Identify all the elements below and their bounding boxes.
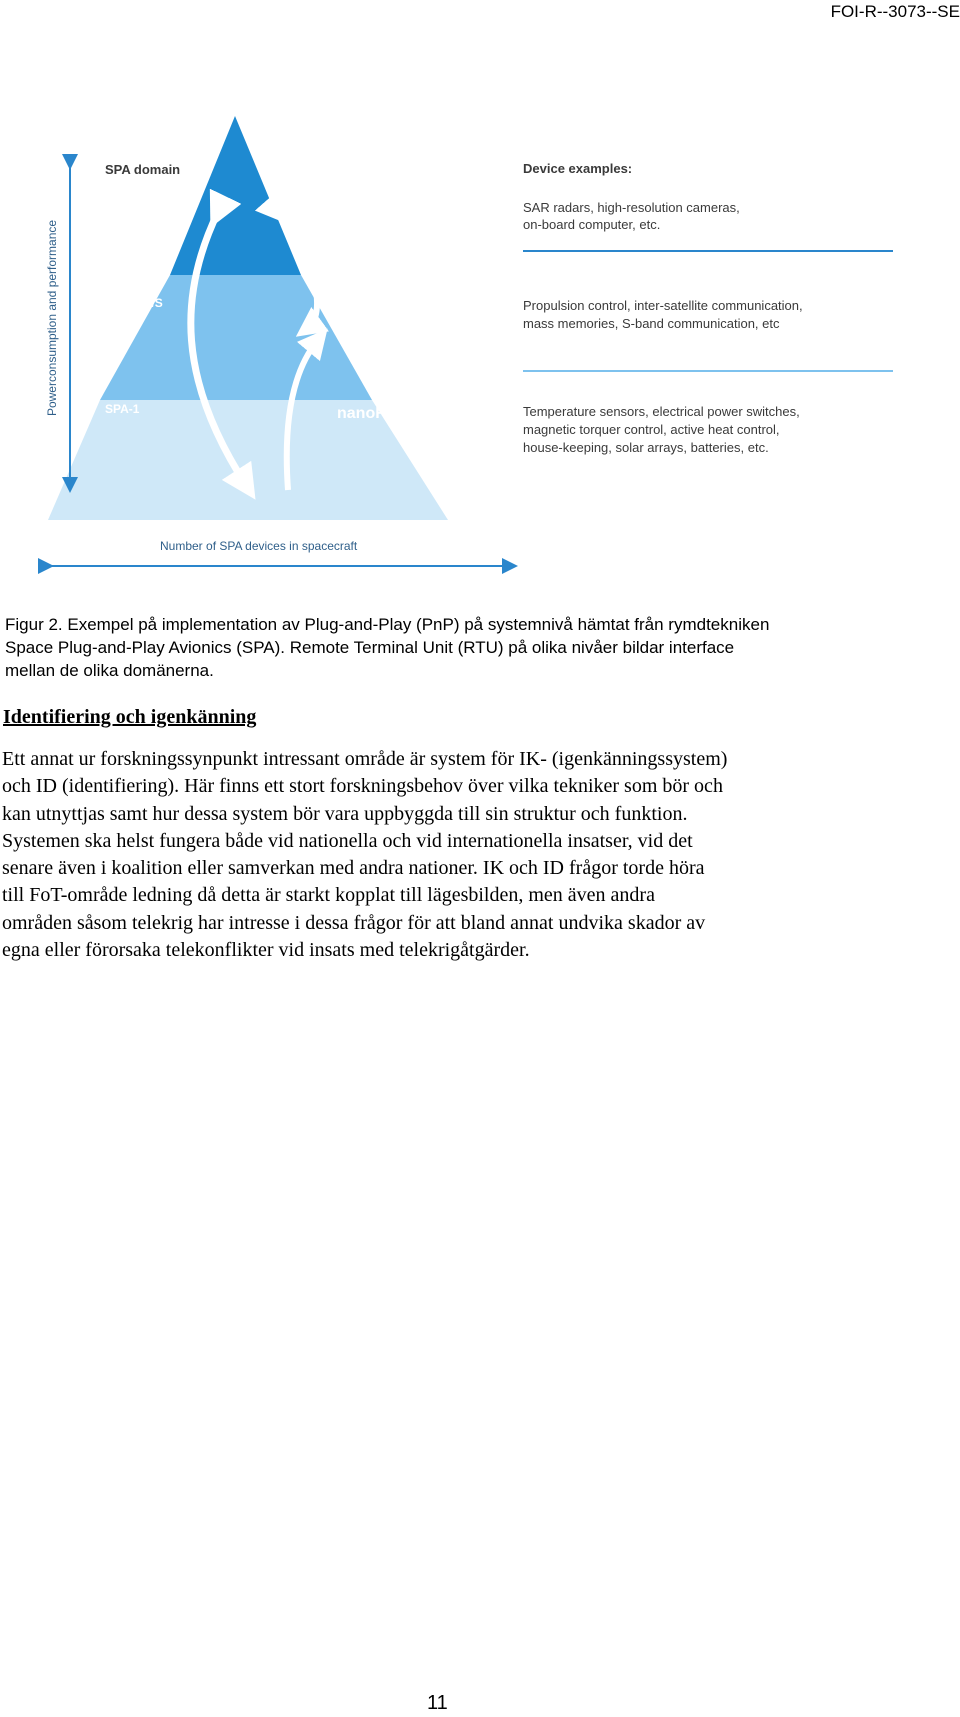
level-label-2: SPA-1/U/S (105, 296, 163, 310)
level-label-1: SPA-1/U/S/10 (105, 197, 180, 211)
y-axis-label: Powerconsumption and performance (45, 219, 59, 417)
body-paragraph (2, 746, 952, 964)
device-examples-title: Device examples: (523, 161, 633, 176)
paragraph-line: senare även i koalition eller samverkan med andra nationer. IK och ID frågor torde höra (2, 857, 705, 880)
document-id: FOI-R--3073--SE (830, 2, 960, 21)
section-heading: Identifiering och igenkänning (3, 706, 257, 728)
band-stripe-middle (523, 370, 893, 372)
x-axis-label: Number of SPA devices in spacecraft (160, 539, 358, 553)
device-line: on-board computer, etc. (523, 217, 661, 232)
pyramid-band-middle (100, 275, 372, 400)
paragraph-line: områden såsom telekrig har intresse i dessa frågor för att bland annat undvika skador av (2, 911, 706, 934)
device-line: Temperature sensors, electrical power switches, (523, 404, 800, 419)
device-line: magnetic torquer control, active heat control, (523, 422, 780, 437)
micro-rtu-label: µRTU (337, 297, 385, 317)
device-line: mass memories, S-band communication, etc (523, 316, 780, 331)
figure-caption (5, 613, 935, 682)
caption-line: Space Plug-and-Play Avionics (SPA). Remote Terminal Unit (RTU) på olika nivåer bildar interface (5, 638, 735, 657)
device-line: house-keeping, solar arrays, batteries, etc. (523, 440, 769, 455)
device-line: SAR radars, high-resolution cameras, (523, 200, 740, 215)
caption-line: Figur 2. Exempel på implementation av Plug-and-Play (PnP) på systemnivå hämtat från rymdtekniken (5, 615, 770, 634)
rtu-label: RTU (336, 198, 373, 218)
paragraph-line: Systemen ska helst fungera både vid nationella och vid internationella insatser, vid det (2, 829, 693, 852)
paragraph-line: till FoT-område ledning då detta är starkt kopplat till lägesbilden, men även andra (2, 884, 655, 907)
paragraph-line: och ID (identifiering). Här finns ett stort forskningsbehov över vilka tekniker som bör och (2, 775, 723, 798)
level-label-3: SPA-1 (105, 402, 140, 416)
paragraph-line: Ett annat ur forskningssynpunkt intressant område är system för IK- (igenkänningssystem) (2, 748, 728, 770)
pyramid-band-top (170, 116, 301, 275)
device-line: Propulsion control, inter-satellite communication, (523, 298, 803, 313)
nano-rtu-label: nanoRTU (337, 405, 409, 422)
caption-line: mellan de olika domänerna. (5, 661, 214, 680)
spa-domain-label: SPA domain (105, 162, 181, 177)
spa-pyramid-figure (28, 100, 928, 580)
page-number: 11 (427, 1692, 448, 1714)
paragraph-line: kan utnyttjas samt hur dessa system bör vara uppbyggda till sin struktur och funktion. (2, 802, 688, 825)
paragraph-line: egna eller förorsaka telekonflikter vid insats med telekrigåtgärder. (2, 939, 530, 962)
band-stripe-top (523, 250, 893, 252)
